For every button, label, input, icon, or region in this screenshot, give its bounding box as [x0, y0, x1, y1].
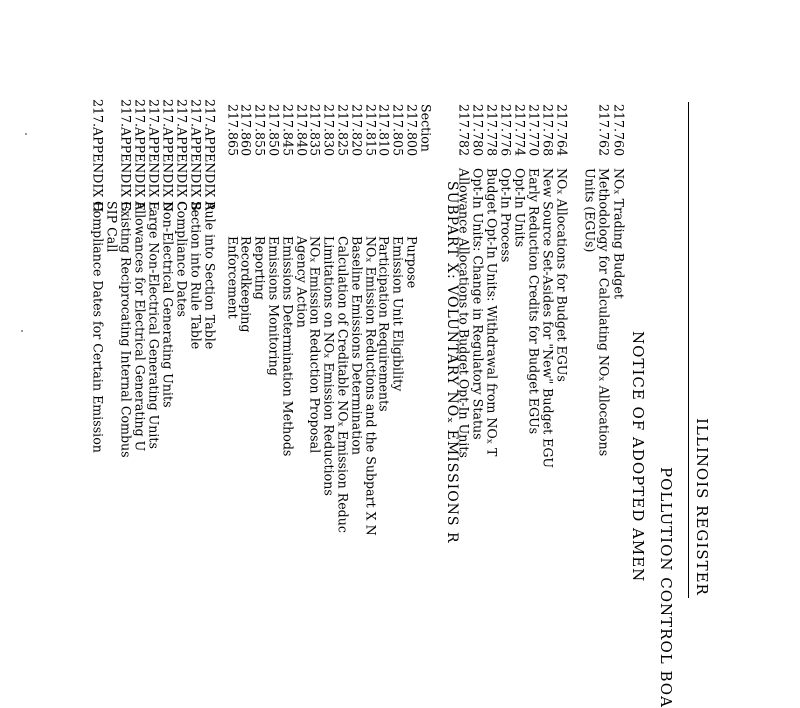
section-title: New Source Set-Asides for "New" Budget EGU: [540, 168, 556, 469]
section-number: 217.APPENDIX H: [90, 99, 106, 213]
section-number: 217.840: [294, 104, 310, 157]
section-number: 217.APPENDIX F: [132, 99, 148, 211]
section-title: Participation Requirements: [376, 236, 392, 412]
section-number: 217.805: [390, 104, 406, 157]
section-number: 217.835: [307, 104, 323, 157]
section-title: Early Reduction Credits for Budget EGUs: [526, 168, 542, 435]
section-title: Section into Rule Table: [188, 201, 204, 350]
section-number: 217.782: [456, 104, 472, 157]
section-number: 217.810: [376, 104, 392, 157]
section-number: 217.865: [225, 104, 241, 157]
section-title: Opt-In Process: [498, 168, 514, 263]
subpart-x-heading: SUBPART X: VOLUNTARY NOₓ EMISSIONS R: [444, 181, 460, 544]
section-number: 217.815: [363, 104, 379, 157]
section-title: NOₓ Allocations for Budget EGUs: [554, 168, 570, 382]
section-number: 217.764: [554, 104, 570, 157]
section-label: Section: [418, 104, 434, 152]
scan-speck: [25, 133, 27, 135]
section-number: 217.774: [512, 104, 528, 157]
section-number: 217.APPENDIX C: [174, 99, 190, 211]
section-title: NOₓ Trading Budget: [611, 168, 627, 299]
scan-speck: [21, 330, 23, 332]
section-title: Agency Action: [294, 236, 310, 328]
section-number: 217.APPENDIX G: [118, 99, 134, 212]
section-number: 217.760: [611, 104, 627, 157]
section-number: 217.APPENDIX B: [188, 99, 204, 211]
section-number: 217.820: [349, 104, 365, 157]
section-number: 217.845: [280, 104, 296, 157]
section-title: Existing Reciprocating Internal Combus: [118, 201, 134, 458]
section-title: NOₓ Emission Reductions and the Subpart X N: [363, 236, 379, 536]
section-title: Methodology for Calculating NOₓ Allocations: [596, 168, 612, 457]
section-title: Baseline Emissions Determination: [349, 236, 365, 456]
section-title: Compliance Dates: [174, 201, 190, 317]
section-title: Emissions Monitoring: [266, 236, 282, 376]
section-number: 217.850: [266, 104, 282, 157]
section-title: Emissions Determination Methods: [280, 236, 296, 457]
section-title: Enforcement: [225, 236, 241, 319]
register-title: ILLINOIS REGISTER: [693, 418, 711, 596]
board-title: POLLUTION CONTROL BOA: [657, 467, 675, 708]
section-number: 217.860: [238, 104, 254, 157]
section-number: 217.830: [321, 104, 337, 157]
section-number: 217.762: [596, 104, 612, 157]
section-title: Allowance Allocations to Budget Opt-In Units: [456, 168, 472, 458]
section-title: Recordkeeping: [238, 236, 254, 333]
section-title: Limitations on NOₓ Emission Reductions: [321, 236, 337, 496]
section-title: Reporting: [252, 236, 268, 300]
section-number: 217.APPENDIX E: [146, 99, 162, 211]
section-number: 217.776: [498, 104, 514, 157]
notice-title: NOTICE OF ADOPTED AMEN: [629, 331, 647, 583]
section-title: Calculation of Creditable NOₓ Emission Reduc: [335, 236, 351, 533]
section-title: Budget Opt-In Units: Withdrawal from NOₓ T: [484, 168, 500, 457]
section-number: 217.APPENDIX D: [160, 99, 176, 212]
section-title: Compliance Dates for Certain Emission: [90, 201, 106, 453]
section-title: Purpose: [404, 236, 420, 289]
section-title: Emission Unit Eligibility: [390, 236, 406, 392]
header-rule: [688, 102, 689, 598]
section-number: 217.825: [335, 104, 351, 157]
section-number: 217.APPENDIX A: [202, 99, 218, 211]
section-title: Non-Electrical Generating Units: [160, 201, 176, 408]
section-title: NOₓ Emission Reduction Proposal: [307, 236, 323, 454]
section-number: 217.768: [540, 104, 556, 157]
section-number: 217.855: [252, 104, 268, 157]
section-number: 217.780: [470, 104, 486, 157]
section-title: Units (EGUs): [582, 168, 598, 253]
section-title: Allowances for Electrical Generating U: [132, 201, 148, 452]
section-title: Opt-In Units: Change in Regulatory Status: [470, 168, 486, 440]
section-number: 217.770: [526, 104, 542, 157]
section-title: Opt-In Units: [512, 168, 528, 248]
section-number: 217.800: [404, 104, 420, 157]
section-title: Large Non-Electrical Generating Units: [146, 201, 162, 449]
section-title: Rule into Section Table: [202, 201, 218, 350]
section-number: 217.778: [484, 104, 500, 157]
section-title: SIP Call: [104, 201, 120, 253]
